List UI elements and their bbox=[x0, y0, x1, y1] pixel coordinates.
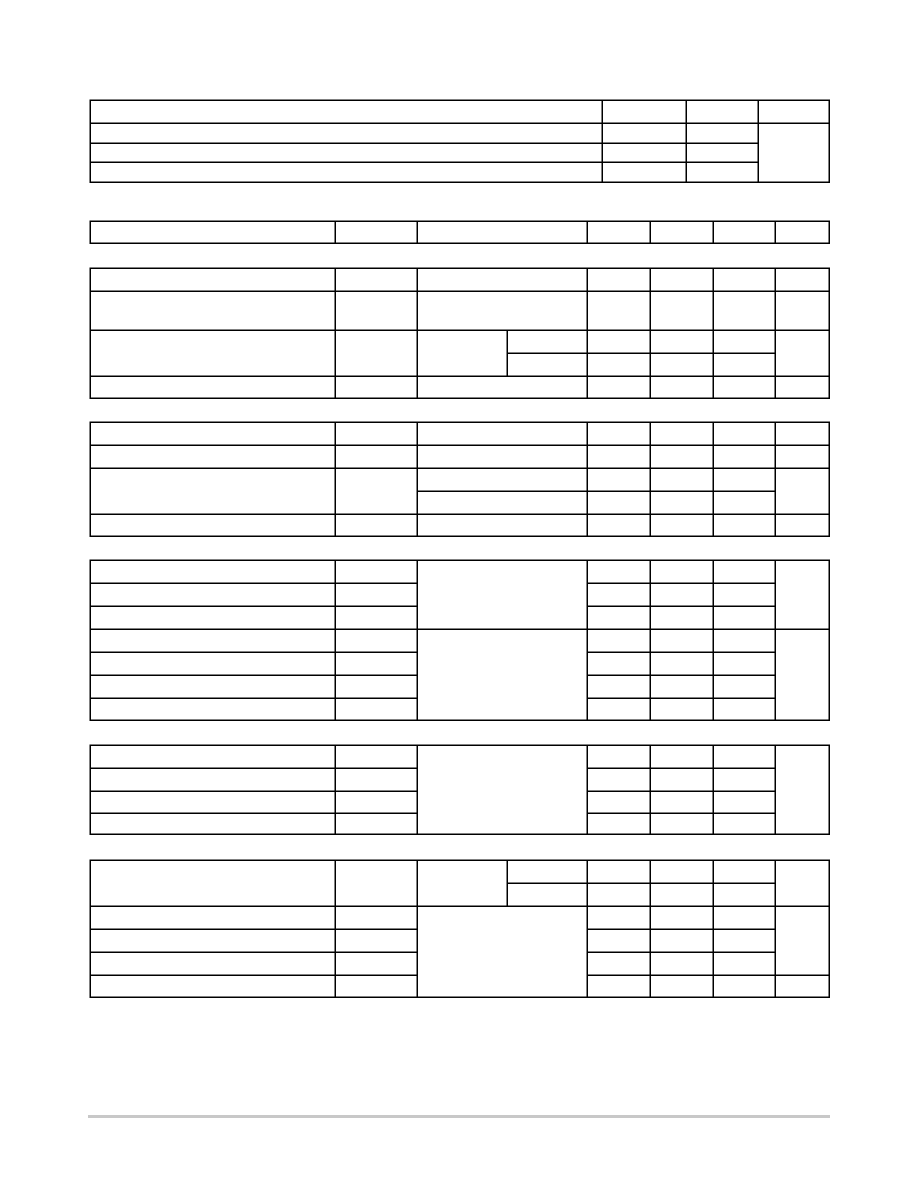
table-3 bbox=[90, 268, 829, 398]
table-6 bbox=[90, 745, 829, 834]
table-7 bbox=[90, 860, 829, 997]
table-2 bbox=[90, 221, 829, 243]
table-5 bbox=[90, 560, 829, 720]
footer-divider bbox=[88, 1115, 830, 1118]
table-4 bbox=[90, 422, 829, 536]
table-1 bbox=[90, 100, 829, 182]
